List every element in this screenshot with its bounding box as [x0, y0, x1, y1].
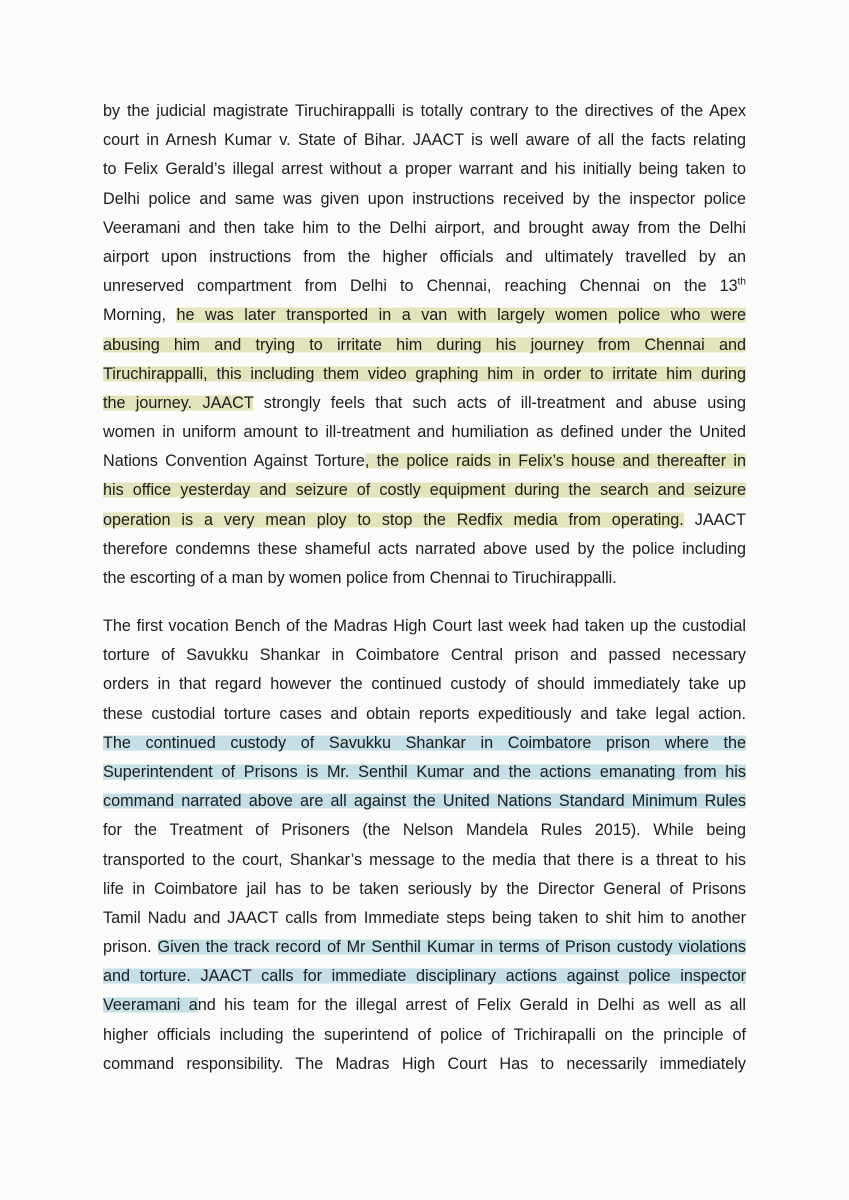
text-line: [103, 1021, 746, 1050]
text-run: court in Arnesh Kumar v. State of Bihar. JAACT is well aware of all the facts relating: [103, 131, 746, 150]
text-line: [103, 476, 746, 505]
text-line: [103, 904, 746, 933]
text-run: transported to the court, Shankar’s message to the media that there is a threat to his: [103, 850, 746, 869]
text-line: [103, 214, 746, 243]
text-line: [103, 758, 746, 787]
text-run: Nations Convention Against Torture: [103, 452, 365, 471]
text-line: [103, 933, 746, 962]
text-run: to Felix Gerald’s illegal arrest without a proper warrant and his initially being taken to: [103, 160, 746, 179]
text-line: [103, 700, 746, 729]
text-run: women in uniform amount to ill-treatment and humiliation as defined under the United: [103, 423, 746, 442]
text-line: [103, 360, 746, 389]
text-run: Delhi police and same was given upon instructions received by the inspector police: [103, 189, 746, 208]
highlighted-text-yellow: operation is a very mean ploy to stop the Redfix media from operating.: [103, 510, 684, 529]
paragraph-2: [103, 612, 746, 1079]
text-line: [103, 506, 746, 535]
highlighted-text-blue: and torture. JAACT calls for immediate disciplinary actions against police inspector: [103, 967, 746, 986]
text-run: The first vocation Bench of the Madras High Court last week had taken up the custodial: [103, 617, 746, 635]
superscript-ordinal: th: [737, 276, 746, 288]
text-line: [103, 185, 746, 214]
text-line: [103, 389, 746, 418]
text-run: the escorting of a man by women police from Chennai to Tiruchirappalli.: [103, 569, 617, 587]
text-run: orders in that regard however the continued custody of should immediately take up: [103, 675, 746, 694]
text-line: [103, 155, 746, 184]
text-run: unreserved compartment from Delhi to Chennai, reaching Chennai on the 13: [103, 277, 738, 296]
text-run: prison.: [103, 938, 158, 957]
highlighted-text-yellow: his office yesterday and seizure of costly equipment during the search and seizure: [103, 481, 746, 500]
text-line: [103, 535, 746, 564]
text-run: nd his team for the illegal arrest of Felix Gerald in Delhi as well as all: [197, 996, 746, 1015]
highlighted-text-blue: Superintendent of Prisons is Mr. Senthil Kumar and the actions emanating from his: [103, 762, 746, 781]
highlighted-text-blue: Given the track record of Mr Senthil Kumar in terms of Prison custody violations: [157, 938, 746, 957]
text-run: these custodial torture cases and obtain reports expeditiously and take legal action.: [103, 704, 746, 723]
highlighted-text-yellow: abusing him and trying to irritate him during his journey from Chennai and: [103, 335, 746, 354]
highlighted-text-blue: Veeramani a: [103, 996, 198, 1015]
highlighted-text-yellow: he was later transported in a van with largely women police who were: [176, 306, 746, 325]
highlighted-text-yellow: Tiruchirappalli, this including them video graphing him in order to irritate him during: [103, 364, 746, 383]
text-line: [103, 243, 746, 272]
text-line: [103, 97, 746, 126]
text-line: [103, 564, 746, 593]
text-run: JAACT: [683, 510, 746, 529]
text-run: Veeramani and then take him to the Delhi airport, and brought away from the Delhi: [103, 218, 746, 237]
text-run: for the Treatment of Prisoners (the Nelson Mandela Rules 2015). While being: [103, 821, 746, 840]
text-line: [103, 301, 746, 330]
text-line: [103, 272, 746, 301]
text-run: torture of Savukku Shankar in Coimbatore Central prison and passed necessary: [103, 646, 746, 665]
highlighted-text-yellow: , the police raids in Felix’s house and thereafter in: [364, 452, 746, 471]
text-line: [103, 1050, 746, 1079]
text-run: command responsibility. The Madras High Court Has to necessarily immediately: [103, 1054, 746, 1073]
text-line: [103, 787, 746, 816]
text-run: airport upon instructions from the higher officials and ultimately travelled by an: [103, 247, 746, 266]
highlighted-text-blue: The continued custody of Savukku Shankar in Coimbatore prison where the: [103, 733, 746, 752]
text-line: [103, 875, 746, 904]
highlighted-text-blue: command narrated above are all against the United Nations Standard Minimum Rules: [103, 792, 746, 811]
text-run: life in Coimbatore jail has to be taken seriously by the Director General of Prisons: [103, 879, 746, 898]
text-line: [103, 641, 746, 670]
text-line: [103, 962, 746, 991]
text-run: Tamil Nadu and JAACT calls from Immediate steps being taken to shit him to another: [103, 908, 746, 927]
text-run: by the judicial magistrate Tiruchirappalli is totally contrary to the directives of the Apex: [103, 102, 746, 120]
text-run: Morning,: [103, 306, 177, 325]
text-line: [103, 126, 746, 155]
text-line: [103, 816, 746, 845]
text-line: [103, 846, 746, 875]
text-line: [103, 447, 746, 476]
text-run: strongly feels that such acts of ill-treatment and abuse using: [253, 393, 746, 412]
paragraph-1: [103, 97, 746, 593]
text-line: [103, 331, 746, 360]
text-line: [103, 729, 746, 758]
text-run: therefore condemns these shameful acts narrated above used by the police including: [103, 539, 746, 558]
text-line: [103, 991, 746, 1020]
text-line: [103, 670, 746, 699]
highlighted-text-yellow: the journey. JAACT: [103, 393, 254, 412]
text-run: higher officials including the superintend of police of Trichirapalli on the principle of: [103, 1025, 746, 1044]
text-line: [103, 612, 746, 641]
text-line: [103, 418, 746, 447]
